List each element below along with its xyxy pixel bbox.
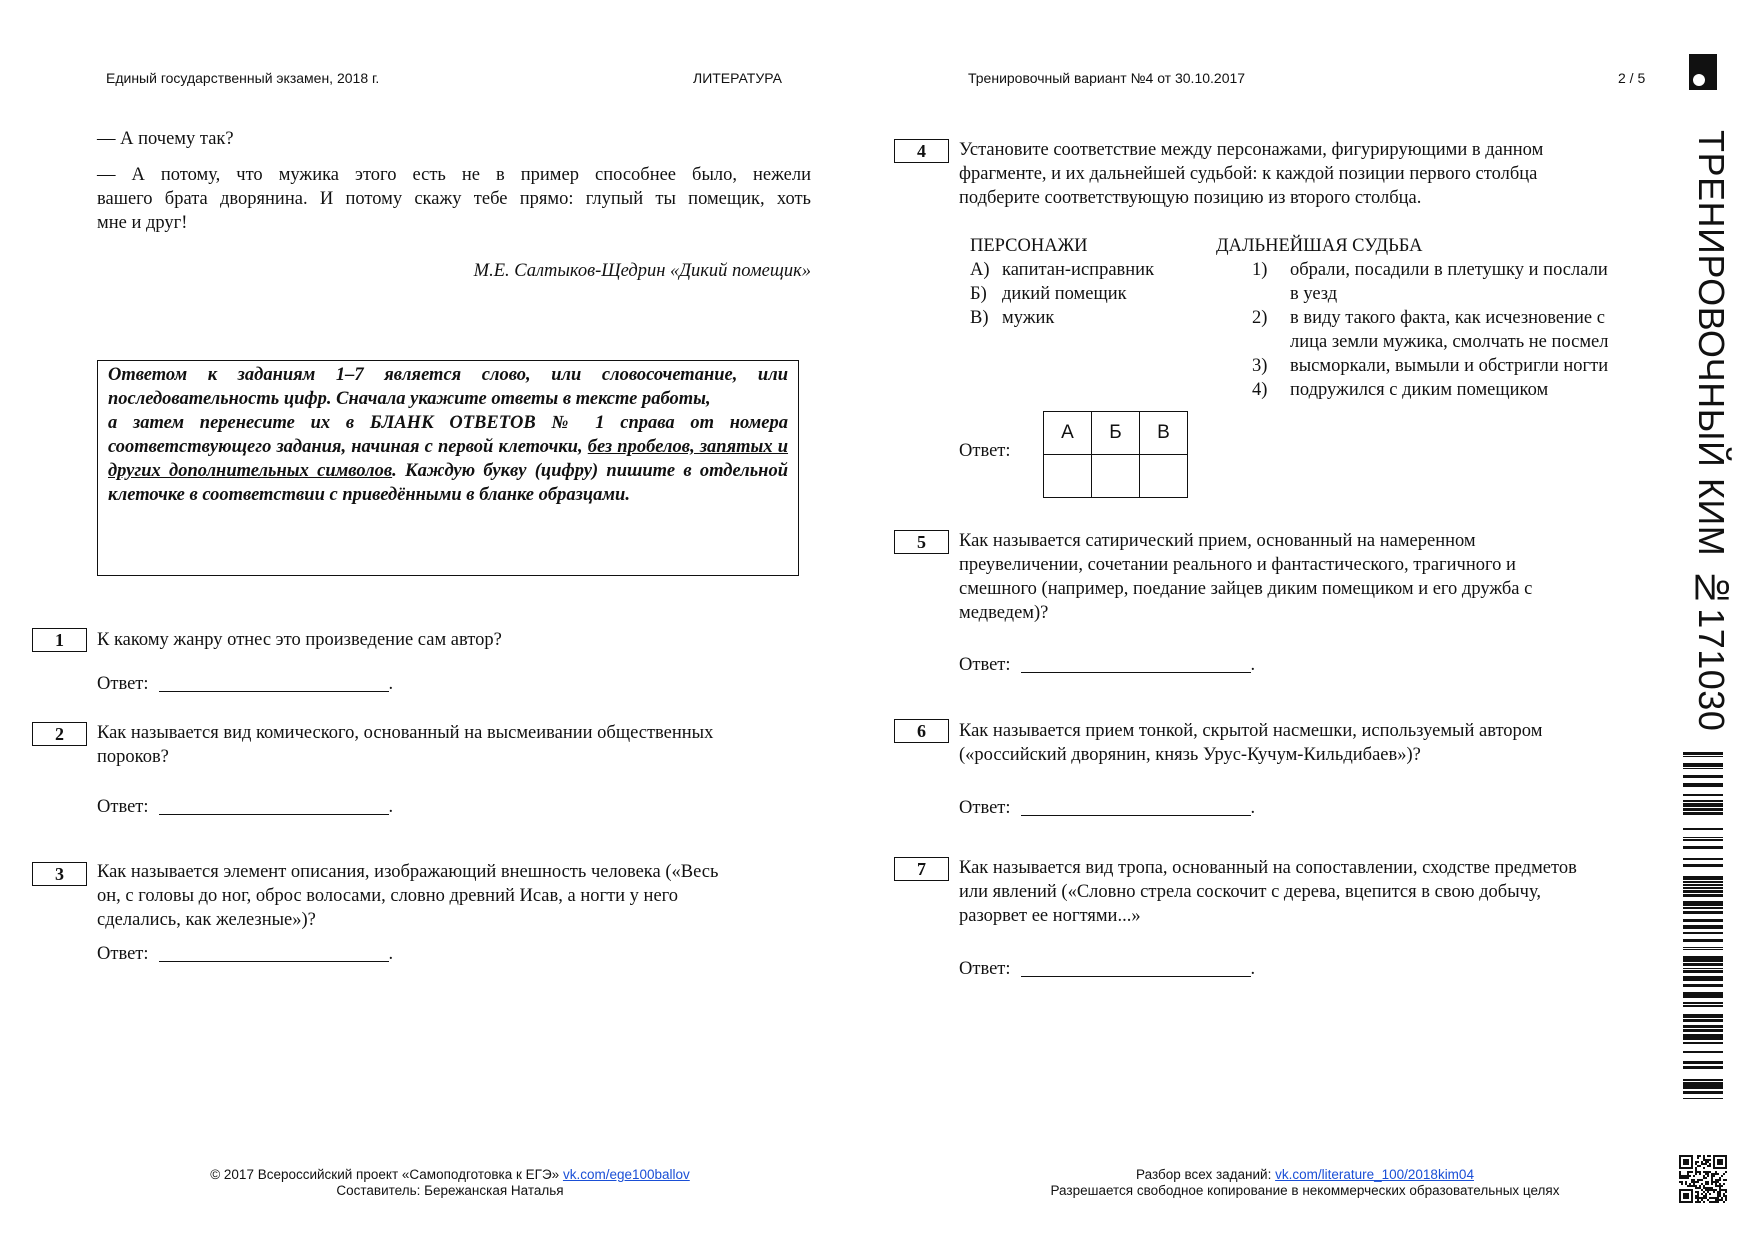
question-number-box: 5	[894, 530, 949, 554]
matching-item-label: 3)	[1252, 356, 1268, 376]
matching-item	[1252, 354, 1652, 378]
answer-label: Ответ:	[959, 655, 1011, 675]
matching-item	[1252, 378, 1652, 402]
question-text-line: Как называется вид комического, основанный на высмеивании общественных	[97, 723, 714, 743]
answer-grid	[1043, 411, 1188, 498]
answer-label: Ответ:	[959, 798, 1011, 818]
answer-line[interactable]	[1021, 797, 1251, 816]
question-text-line: сделались, как железные»)?	[97, 910, 316, 930]
answer-label: Ответ:	[97, 797, 149, 817]
footer-analysis-line	[1000, 1167, 1610, 1183]
corner-marker	[1689, 54, 1717, 90]
question-number-box: 7	[894, 857, 949, 881]
matching-item	[1252, 258, 1652, 306]
matching-item-text: подружился с диким помещиком	[1290, 380, 1549, 400]
matching-item-text: в уезд	[1290, 284, 1338, 304]
matching-column-header: ДАЛЬНЕЙШАЯ СУДЬБА	[1216, 236, 1423, 256]
question-text-line: Как называется вид тропа, основанный на сопоставлении, сходстве предметов	[959, 858, 1577, 878]
question-text-line: Как называется элемент описания, изображающий внешность человека («Весь	[97, 862, 719, 882]
answer-grid-cell[interactable]	[1044, 455, 1092, 498]
question-number-box: 4	[894, 139, 949, 163]
passage-paragraph-line: вашего брата дворянина. И потому скажу тебе прямо: глупый ты помещик, хоть	[97, 189, 811, 209]
answer-line[interactable]	[159, 943, 389, 962]
corner-marker-dot	[1693, 74, 1705, 86]
passage-paragraph-line: мне и друг!	[97, 213, 188, 233]
matching-item-text: мужик	[1002, 308, 1055, 328]
notice-text: Ответом к заданиям 1–7 является слово, или словосочетание, или последовательность цифр. Сначала укажите ответы в тексте работы,	[108, 365, 788, 409]
answer-label: Ответ:	[97, 674, 149, 694]
passage-line: — А почему так?	[97, 129, 234, 149]
matching-item-label: 2)	[1252, 308, 1268, 328]
header-subject: ЛИТЕРАТУРА	[693, 70, 782, 86]
footer-right	[1000, 1167, 1610, 1199]
answer-grid-cell[interactable]	[1140, 455, 1188, 498]
answer-line[interactable]	[159, 673, 389, 692]
notice-text: а затем перенесите их в БЛАНК ОТВЕТОВ № 1 справа от номера соответствующего задания, начиная с первой клеточки,	[108, 413, 788, 457]
answer-field[interactable]: Ответ: .	[97, 797, 394, 817]
question-text-line: или явлений («Словно стрела соскочит с дерева, вцепится в свою добычу,	[959, 882, 1541, 902]
answer-field[interactable]: Ответ: .	[959, 798, 1256, 818]
answer-grid-header: В	[1140, 412, 1188, 455]
question-text-line: («российский дворянин, князь Урус-Кучум-Кильдибаев»)?	[959, 745, 1421, 765]
question-text-line: подберите соответствующую позицию из второго столбца.	[959, 188, 1422, 208]
notice-text: . Каждую букву (цифру) пишите в отдельной клеточке в соответствии с приведёнными в бланке образцами.	[108, 461, 788, 505]
matching-item-text: высморкали, вымыли и обстригли ногти	[1290, 356, 1609, 376]
header-exam-title: Единый государственный экзамен, 2018 г.	[106, 70, 380, 86]
notice-underlined: без пробелов, запятых и других дополнительных символов	[108, 437, 789, 481]
question-text-line: смешного (например, поедание зайцев диким помещиком и его дружба с	[959, 579, 1533, 599]
question-text	[97, 860, 807, 932]
barcode-image	[1683, 752, 1723, 1102]
question-text-line: он, с головы до ног, оброс волосами, словно древний Исав, а ногти у него	[97, 886, 679, 906]
answer-label: Ответ:	[97, 944, 149, 964]
question-number-box: 2	[32, 722, 87, 746]
question-text	[959, 719, 1659, 767]
vertical-kim-title: ТРЕНИРОВОЧНЫЙ КИМ №171030	[1691, 130, 1732, 732]
answer-label: Ответ:	[959, 441, 1011, 461]
answer-label: Ответ:	[959, 959, 1011, 979]
header-page-number: 2 / 5	[1618, 70, 1646, 86]
answer-grid-header: Б	[1092, 412, 1140, 455]
question-text-line: медведем)?	[959, 603, 1049, 623]
matching-item	[1252, 306, 1652, 354]
question-text-line: Как называется прием тонкой, скрытой насмешки, используемый автором	[959, 721, 1543, 741]
matching-item-text: лица земли мужика, смолчать не посмел	[1290, 332, 1609, 352]
matching-item	[970, 282, 1127, 306]
question-text	[97, 721, 807, 769]
matching-item-label: Б)	[970, 284, 987, 304]
question-number-box: 1	[32, 628, 87, 652]
footer-analysis-text: Разбор всех заданий:	[1136, 1167, 1276, 1182]
question-text	[959, 138, 1659, 210]
question-number-box: 3	[32, 862, 87, 886]
passage-paragraph	[97, 163, 811, 235]
matching-item-label: В)	[970, 308, 989, 328]
question-text-line: пороков?	[97, 747, 169, 767]
answer-grid-cell[interactable]	[1092, 455, 1140, 498]
matching-item-label: 1)	[1252, 260, 1268, 280]
qr-code-image	[1679, 1155, 1727, 1203]
matching-item-text: дикий помещик	[1002, 284, 1127, 304]
question-text-line: Как называется сатирический прием, основанный на намеренном	[959, 531, 1476, 551]
answer-line[interactable]	[1021, 958, 1251, 977]
question-text: К какому жанру отнес это произведение сам автор?	[97, 630, 502, 650]
matching-item-text: в виду такого факта, как исчезновение с	[1290, 308, 1605, 328]
matching-item-label: 4)	[1252, 380, 1268, 400]
answer-line[interactable]	[1021, 654, 1251, 673]
answer-field[interactable]: Ответ: .	[959, 959, 1256, 979]
matching-item-label: А)	[970, 260, 990, 280]
question-text	[959, 856, 1669, 928]
header-variant: Тренировочный вариант №4 от 30.10.2017	[968, 70, 1246, 86]
question-text-line: преувеличении, сочетании реального и фантастического, трагичного и	[959, 555, 1516, 575]
matching-item	[970, 258, 1154, 282]
footer-left	[120, 1167, 780, 1199]
matching-item-text: капитан-исправник	[1002, 260, 1155, 280]
matching-item	[970, 306, 1054, 330]
question-number-box: 6	[894, 719, 949, 743]
answer-line[interactable]	[159, 796, 389, 815]
question-text-line: Установите соответствие между персонажами, фигурирующими в данном	[959, 140, 1544, 160]
answer-field[interactable]: Ответ: .	[959, 655, 1256, 675]
passage-attribution: М.Е. Салтыков-Щедрин «Дикий помещик»	[473, 261, 811, 281]
footer-project-link[interactable]: vk.com/ege100ballov	[562, 1167, 690, 1182]
question-text-line: разорвет ее ногтями...»	[959, 906, 1141, 926]
question-text-line: фрагменте, и их дальнейшей судьбой: к каждой позиции первого столбца	[959, 164, 1538, 184]
footer-project-text: © 2017 Всероссийский проект «Самоподготовка к ЕГЭ»	[210, 1167, 563, 1182]
footer-analysis-link[interactable]: vk.com/literature_100/2018kim04	[1275, 1167, 1474, 1182]
footer-author: Составитель: Бережанская Наталья	[336, 1183, 564, 1198]
matching-column-header: ПЕРСОНАЖИ	[970, 236, 1088, 256]
footer-copy-permission: Разрешается свободное копирование в некоммерческих образовательных целях	[1050, 1183, 1560, 1198]
question-text	[959, 529, 1659, 625]
passage-paragraph-line: — А потому, что мужика этого есть не в пример способнее было, нежели	[97, 165, 811, 185]
instruction-notice	[97, 360, 799, 576]
matching-item-text: обрали, посадили в плетушку и послали	[1290, 260, 1608, 280]
answer-grid-header: А	[1044, 412, 1092, 455]
answer-field[interactable]: Ответ: .	[97, 944, 394, 964]
footer-project-line	[120, 1167, 780, 1183]
answer-field[interactable]: Ответ: .	[97, 674, 394, 694]
